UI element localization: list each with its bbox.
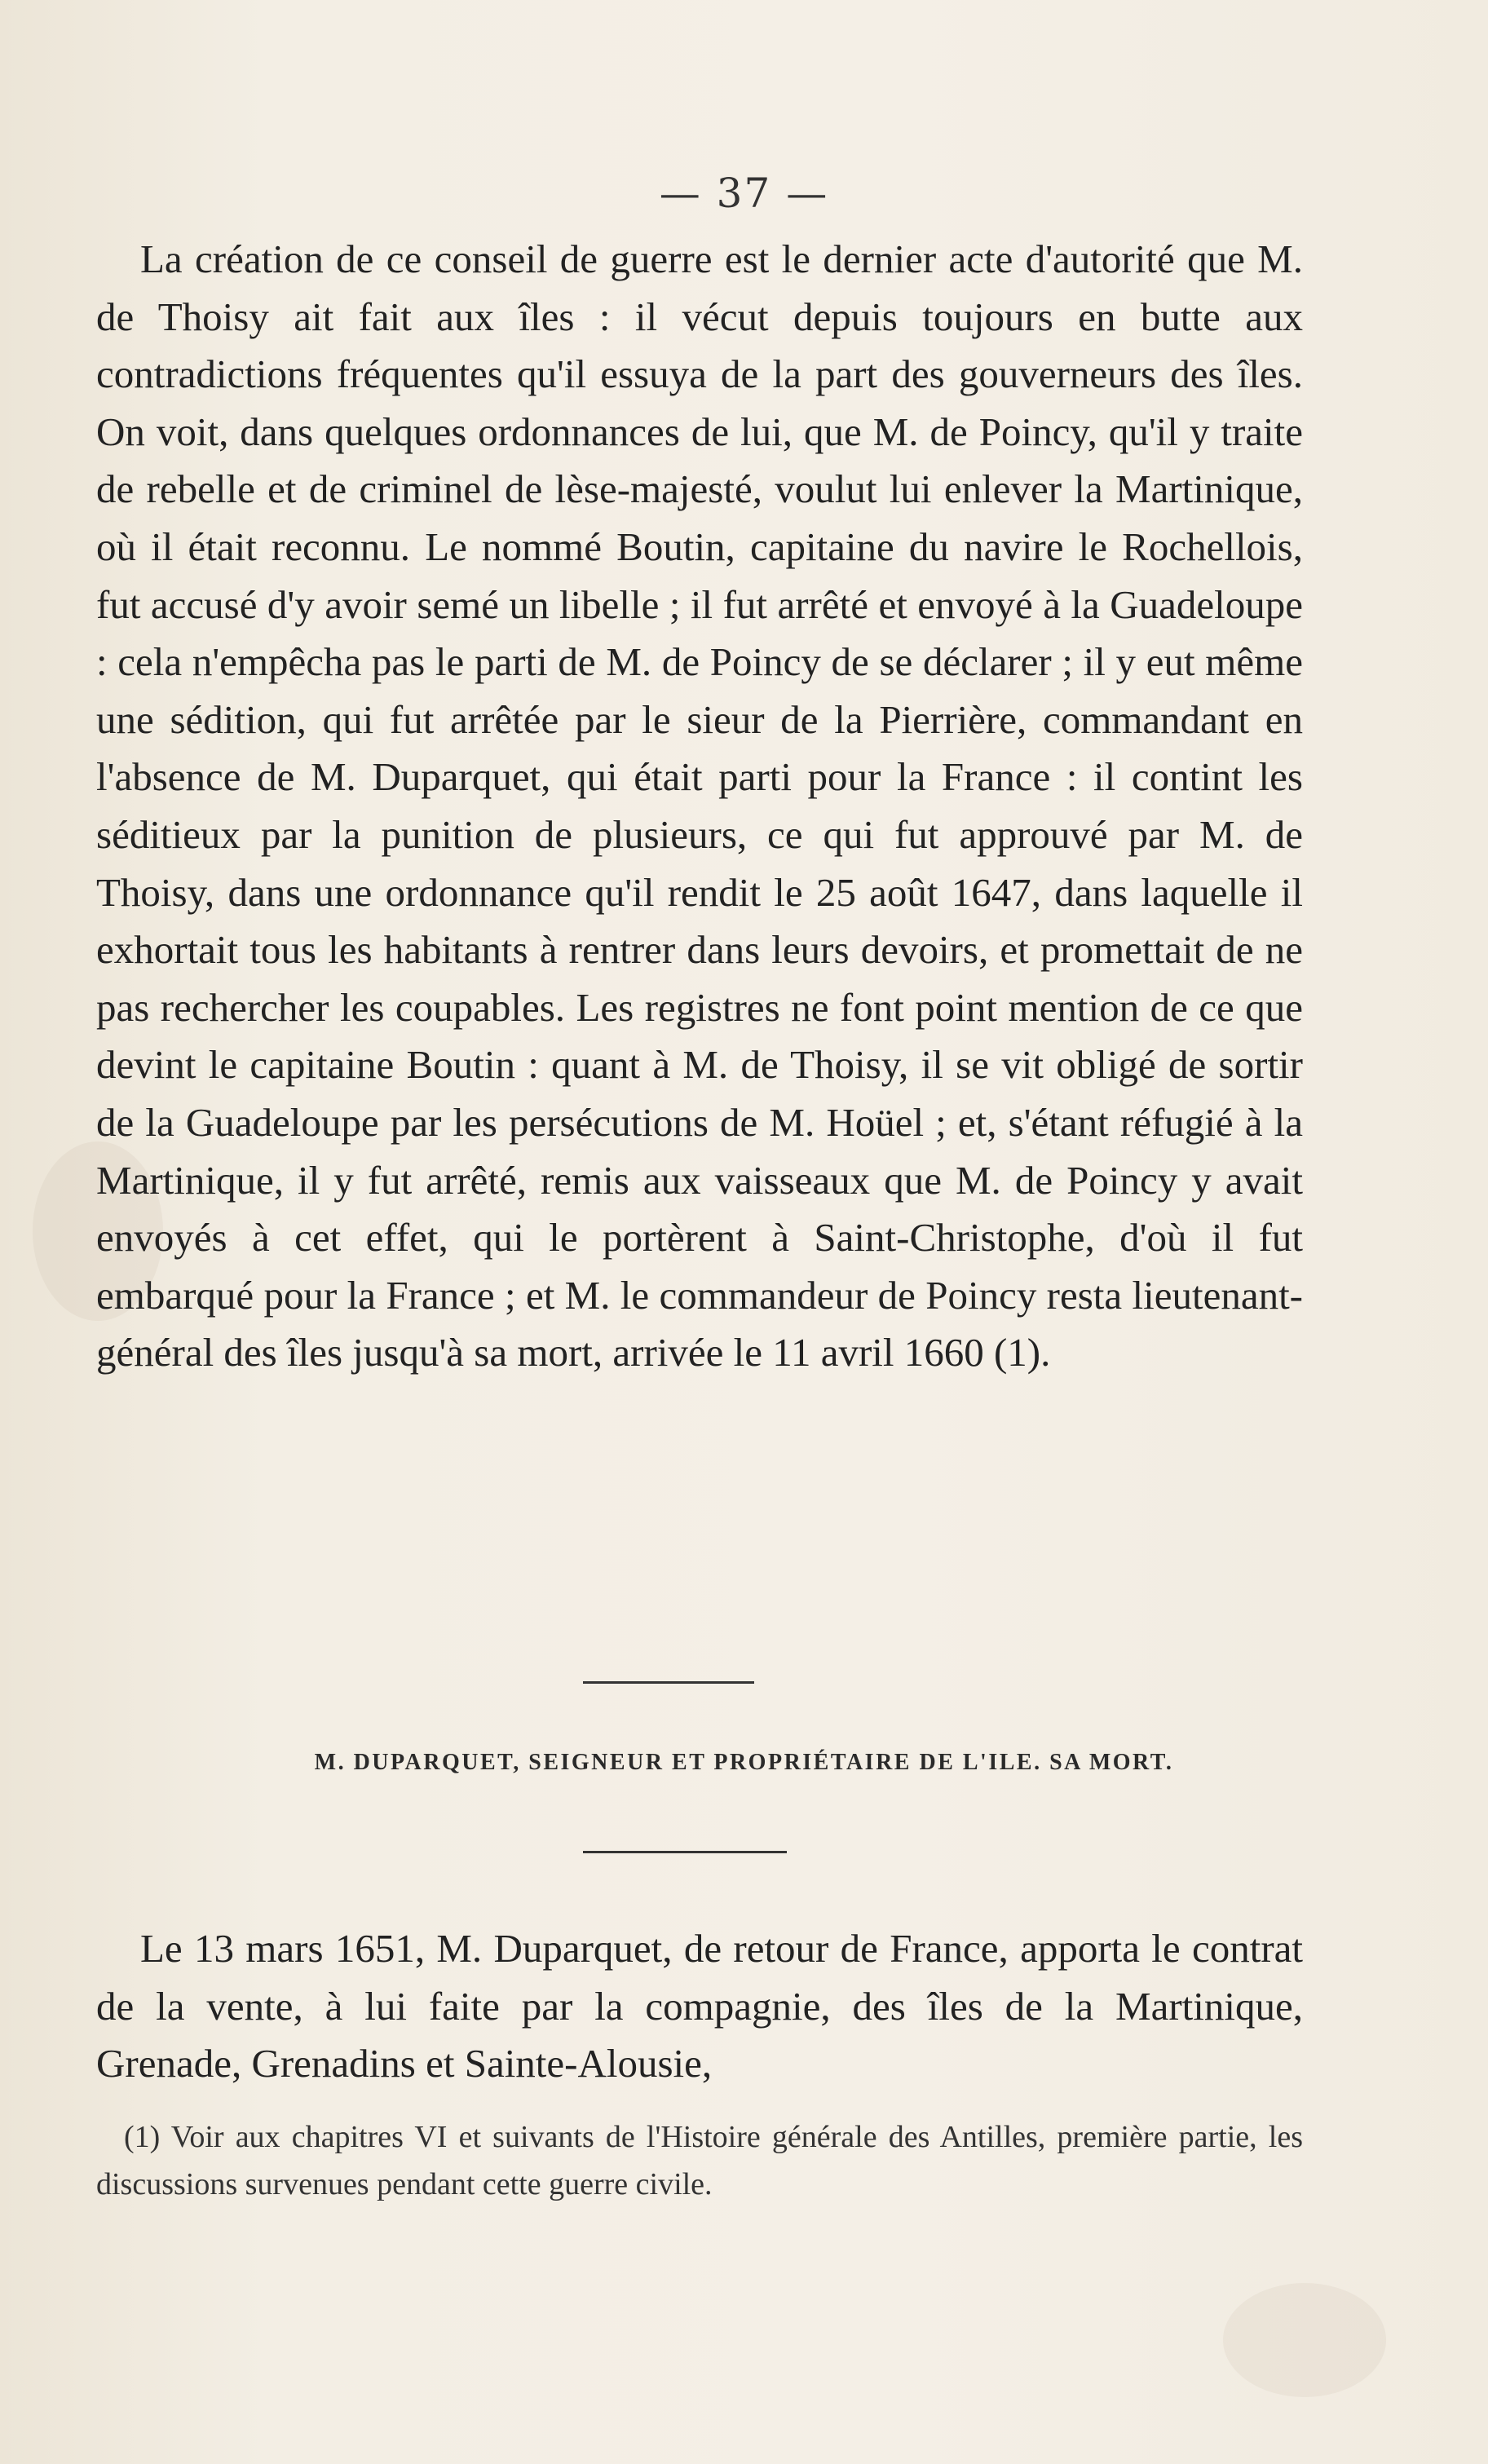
body-paragraph (96, 1920, 1303, 2093)
page-number: — 37 — (659, 170, 829, 217)
body-paragraph (96, 231, 1303, 1382)
paper-stain (1223, 2283, 1386, 2397)
footnote (96, 2113, 1303, 2208)
paragraph-text: Le 13 mars 1651, M. Duparquet, de retour de France, apporta le contrat de la vente, à lui faite par la compagnie, des îles de la Martinique, Grenade, Grenadins et Sainte-Alousie, (96, 1926, 1303, 2086)
section-divider-top (583, 1681, 754, 1684)
paragraph-text: La création de ce conseil de guerre est le dernier acte d'autorité que M. de Thoisy ait fait aux îles : il vécut depuis toujours en butte aux contradictions fréquentes qu'il essuya de la part des gouverneurs des îles. On voit, dans quelques ordonnances de lui, que M. de Poincy, qu'il y traite de rebelle et de criminel de lèse-majesté, voulut lui enlever la Martinique, où il était reconnu. Le nommé Boutin, capitaine du navire le Rochellois, fut accusé d'y avoir semé un libelle ; il fut arrêté et envoyé à la Guadeloupe : cela n'empêcha pas le parti de M. de Poincy de se déclarer ; il y eut même une sédition, qui fut arrêtée par le sieur de la Pierrière, commandant en l'absence de M. Duparquet, qui était parti pour la France : il contint les séditieux par la punition de plusieurs, ce qui fut approuvé par M. de Thoisy, dans une ordonnance qu'il rendit le 25 août 1647, dans laquelle il exhortait tous les habitants à rentrer dans leurs devoirs, et promettait de ne pas rechercher les coupables. Les registres ne font point mention de ce que devint le capitaine Boutin : quant à M. de Thoisy, il se vit obligé de sortir de la Guadeloupe par les persécutions de M. Hoüel ; et, s'étant réfugié à la Martinique, il y fut arrêté, remis aux vaisseaux que M. de Poincy y avait envoyés à cet effet, qui le portèrent à Saint-Christophe, d'où il fut embarqué pour la France ; et M. le commandeur de Poincy resta lieutenant-général des îles jusqu'à sa mort, arrivée le 11 avril 1660 (1). (96, 236, 1303, 1376)
section-divider-bottom (583, 1851, 787, 1853)
footnote-text: (1) Voir aux chapitres VI et suivants de l'Histoire générale des Antilles, première partie, les discussions survenues pendant cette guerre civile. (96, 2120, 1303, 2201)
section-heading: M. DUPARQUET, SEIGNEUR ET PROPRIÉTAIRE DE L'ILE. SA MORT. (314, 1750, 1174, 1775)
